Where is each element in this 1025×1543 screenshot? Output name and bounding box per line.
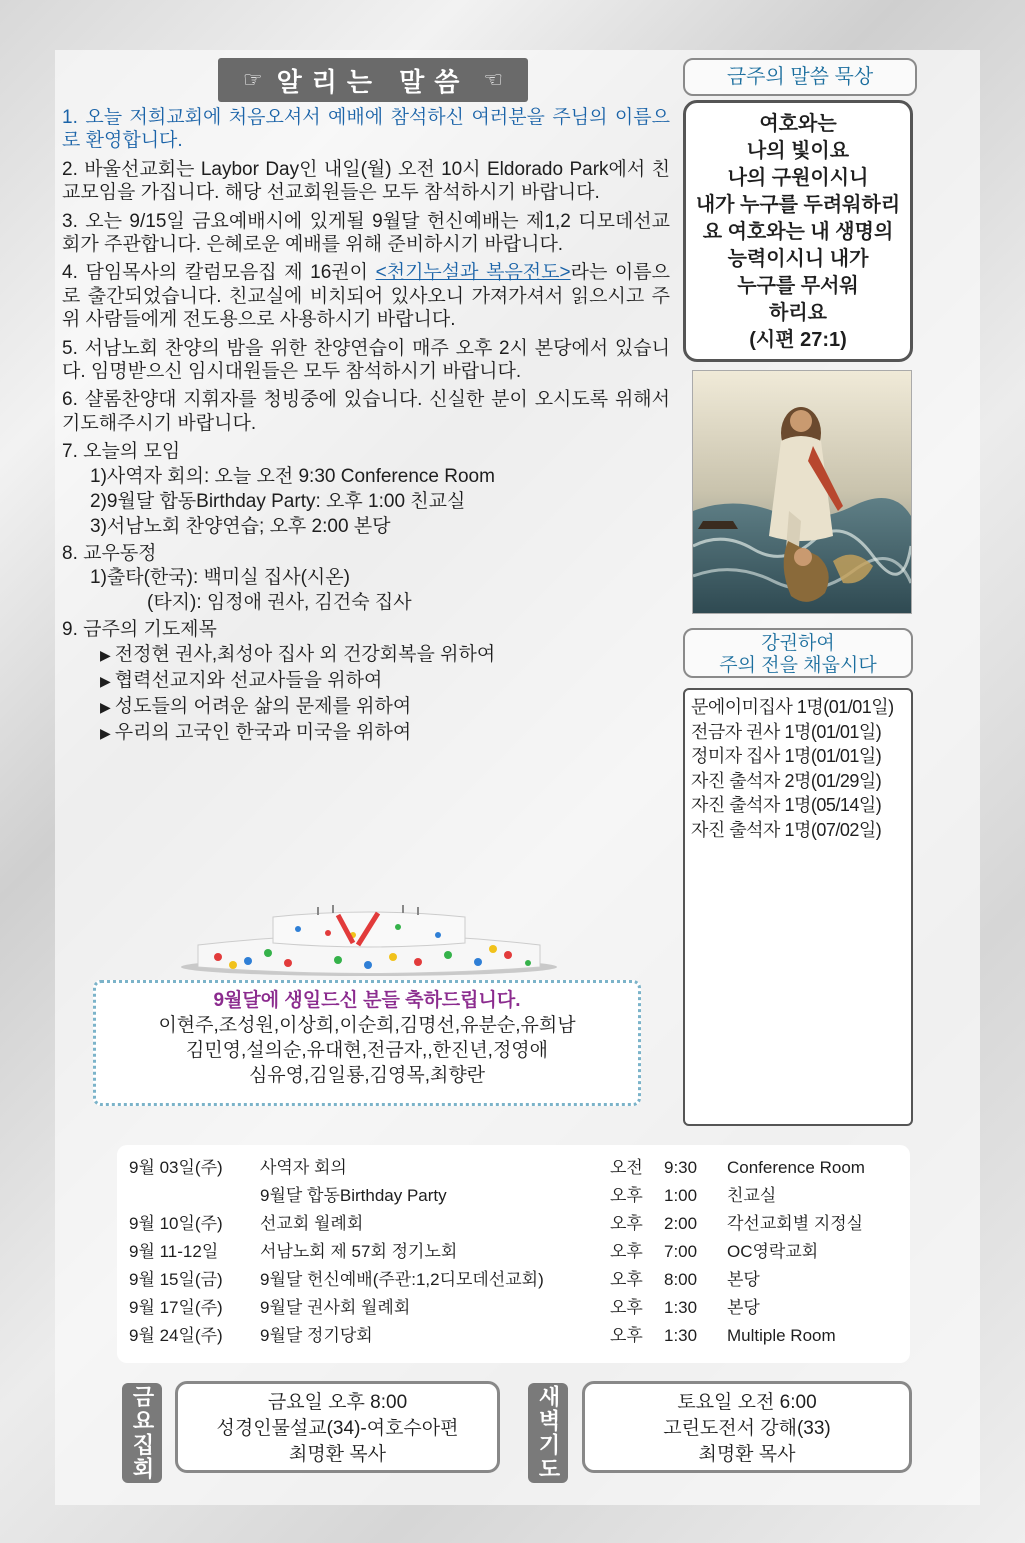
announcement-2: 2. 바울선교회는 Laybor Day인 내일(월) 오전 10시 Eldorado Park에서 친교모임을 가집니다. 해당 선교회원들은 모두 참석하시기 바랍니다. (62, 158, 670, 204)
schedule-event: 9월달 권사회 월례회 (260, 1298, 411, 1317)
schedule-place: OC영락교회 (727, 1242, 819, 1261)
notice-header (218, 58, 528, 102)
meditation-tag: 금주의 말씀 묵상 (683, 58, 917, 96)
dawn-prayer-box (582, 1381, 912, 1473)
schedule-ampm: 오후 (610, 1298, 643, 1317)
schedule-time: 2:00 (664, 1214, 698, 1233)
meetings-heading: 7. 오늘의 모임 (62, 441, 181, 463)
verse-line: 요 여호와는 내 생명의 (702, 221, 894, 243)
encourage-line: 주의 전을 채웁시다 (719, 655, 877, 676)
verse-line: 누구를 무서워 (737, 275, 859, 297)
meeting-item: 2)9월달 합동Birthday Party: 오후 1:00 친교실 (90, 490, 466, 512)
verse-line: 나의 구원이시니 (727, 167, 869, 189)
verse-line: 능력이시니 내가 (727, 248, 869, 270)
triangle-bullet-icon: ▶ (100, 698, 111, 715)
schedule-event: 서남노회 제 57회 정기노회 (260, 1242, 458, 1261)
prayer-item: ▶ 협력선교지와 선교사들을 위하여 (100, 669, 383, 691)
schedule-ampm: 오후 (610, 1242, 643, 1261)
attendance-row: 전금자 권사 1명(01/01일) (691, 721, 882, 742)
birthday-title: 9월달에 생일드신 분들 축하드립니다. (213, 990, 521, 1011)
prayer-item: ▶ 성도들의 어려운 삶의 문제를 위하여 (100, 695, 412, 717)
verse-box (683, 100, 913, 362)
schedule-place: 본당 (727, 1298, 760, 1317)
notice-title: 알리는 말씀 (276, 66, 470, 97)
dawn-prayer-label: 새벽기도 (528, 1383, 568, 1483)
schedule-ampm: 오후 (610, 1214, 643, 1233)
friday-meeting-label: 금요집회 (122, 1383, 162, 1483)
schedule-time: 8:00 (664, 1270, 698, 1289)
attendance-row: 문에이미집사 1명(01/01일) (691, 697, 894, 717)
attendance-list (683, 688, 913, 1126)
triangle-bullet-icon: ▶ (100, 724, 111, 741)
birthday-box (93, 980, 641, 1106)
schedule-date: 9월 10일(주) (129, 1214, 223, 1233)
schedule-time: 1:30 (664, 1298, 698, 1317)
encourage-line: 강권하여 (761, 633, 835, 654)
announcement-3: 3. 오는 9/15일 금요예배시에 있게될 9월달 헌신예배는 제1,2 디모데선교회가 주관합니다. 은혜로운 예배를 위해 준비하시기 바랍니다. (62, 210, 671, 256)
verse-line: 여호와는 (759, 113, 837, 135)
schedule-event: 선교회 월례회 (260, 1214, 364, 1233)
triangle-bullet-icon: ▶ (100, 672, 111, 689)
schedule-place: 친교실 (727, 1186, 777, 1205)
attendance-row: 자진 출석자 2명(01/29일) (691, 770, 882, 791)
birthday-cake-illustration (178, 905, 560, 977)
schedule-place: 본당 (727, 1270, 760, 1289)
pointing-hand-left-icon: ☜ (483, 67, 504, 92)
announcement-1: 1. 오늘 저희교회에 처음오셔서 예배에 참석하신 여러분을 주님의 이름으로 환영합니다. (62, 107, 670, 152)
announcement-6: 6. 샬롬찬양대 지휘자를 청빙중에 있습니다. 신실한 분이 오시도록 위해서 기도해주시기 바랍니다. (62, 389, 670, 434)
friday-meeting-line: 성경인물설교(34)-여호수아편 (216, 1418, 459, 1439)
friday-meeting-box (175, 1381, 500, 1473)
schedule-time: 1:30 (664, 1326, 698, 1345)
verse-line: 하리요 (769, 302, 827, 324)
schedule-ampm: 오전 (610, 1158, 643, 1177)
pointing-hand-right-icon: ☞ (242, 67, 263, 92)
friday-meeting-line: 금요일 오후 8:00 (267, 1392, 408, 1413)
schedule-time: 1:00 (664, 1186, 698, 1205)
schedule-event: 사역자 회의 (260, 1158, 347, 1177)
jesus-rescuing-peter-painting (692, 370, 912, 614)
verse-line: 내가 누구를 두려워하리 (695, 194, 901, 216)
verse-reference: (시편 27:1) (749, 329, 847, 351)
friday-meeting-line: 최명환 목사 (288, 1444, 387, 1465)
prayer-topics (62, 618, 670, 745)
schedule-table (117, 1145, 910, 1363)
book-title-link[interactable]: <천기누설과 복음전도> (375, 262, 571, 284)
birthday-names: 김민영,설의순,유대현,전금자,,한진년,정영애 (185, 1040, 549, 1061)
verse-line: 나의 빛이요 (746, 140, 850, 162)
schedule-place: Multiple Room (727, 1326, 836, 1345)
triangle-bullet-icon: ▶ (100, 646, 111, 663)
schedule-ampm: 오후 (610, 1186, 643, 1205)
schedule-date: 9월 03일(주) (129, 1158, 223, 1177)
announcements (62, 106, 670, 751)
attendance-row: 자진 출석자 1명(07/02일) (691, 819, 882, 840)
member-news-line: (타지): 임정애 권사, 김건숙 집사 (147, 592, 412, 614)
member-news (62, 542, 670, 615)
announcement-4: 4. 담임목사의 칼럼모음집 제 16권이 <천기누설과 복음전도>라는 이름으로 출간되었습니다. 친교실에 비치되어 있사오니 가져가셔서 읽으시고 주위 사람들에게 전도용으로 사용하시기 바랍니다. (62, 262, 670, 331)
attendance-row: 정미자 집사 1명(01/01일) (691, 746, 882, 766)
todays-meetings (62, 440, 670, 538)
schedule-place: 각선교회별 지정실 (727, 1214, 864, 1233)
prayer-heading: 9. 금주의 기도제목 (62, 619, 217, 641)
schedule-ampm: 오후 (610, 1326, 643, 1345)
dawn-prayer-line: 최명환 목사 (698, 1444, 796, 1465)
prayer-item: ▶ 전정현 권사,최성아 집사 외 건강회복을 위하여 (100, 643, 496, 665)
dawn-prayer-line: 고린도전서 강해(33) (663, 1418, 831, 1439)
schedule-event: 9월달 헌신예배(주관:1,2디모데선교회) (260, 1270, 544, 1289)
schedule-place: Conference Room (727, 1158, 865, 1177)
member-news-line: 1)출타(한국): 백미실 집사(시온) (90, 567, 350, 589)
birthday-names: 이현주,조성원,이상희,이순희,김명선,유분순,유희남 (158, 1015, 576, 1036)
dawn-prayer-line: 토요일 오전 6:00 (677, 1392, 817, 1413)
birthday-names: 심유영,김일룡,김영목,최향란 (248, 1065, 486, 1086)
schedule-date: 9월 17일(주) (129, 1298, 223, 1317)
schedule-event: 9월달 정기당회 (260, 1326, 373, 1345)
meeting-item: 3)서남노회 찬양연습; 오후 2:00 본당 (90, 515, 391, 537)
meeting-item: 1)사역자 회의: 오늘 오전 9:30 Conference Room (90, 465, 495, 487)
schedule-time: 9:30 (664, 1158, 698, 1177)
prayer-item: ▶ 우리의 고국인 한국과 미국을 위하여 (100, 721, 412, 743)
schedule-date: 9월 15일(금) (129, 1270, 223, 1289)
schedule-time: 7:00 (664, 1242, 698, 1261)
schedule-date: 9월 24일(주) (129, 1326, 223, 1345)
schedule-date: 9월 11-12일 (129, 1242, 219, 1261)
encourage-tag (683, 628, 913, 678)
attendance-row: 자진 출석자 1명(05/14일) (691, 795, 882, 815)
schedule-event: 9월달 합동Birthday Party (260, 1186, 447, 1205)
member-news-heading: 8. 교우동정 (62, 542, 157, 564)
announcement-5: 5. 서남노회 찬양의 밤을 위한 찬양연습이 매주 오후 2시 본당에서 있습니다. 임명받으신 임시대원들은 모두 참석하시기 바랍니다. (62, 337, 670, 383)
schedule-ampm: 오후 (610, 1270, 643, 1289)
